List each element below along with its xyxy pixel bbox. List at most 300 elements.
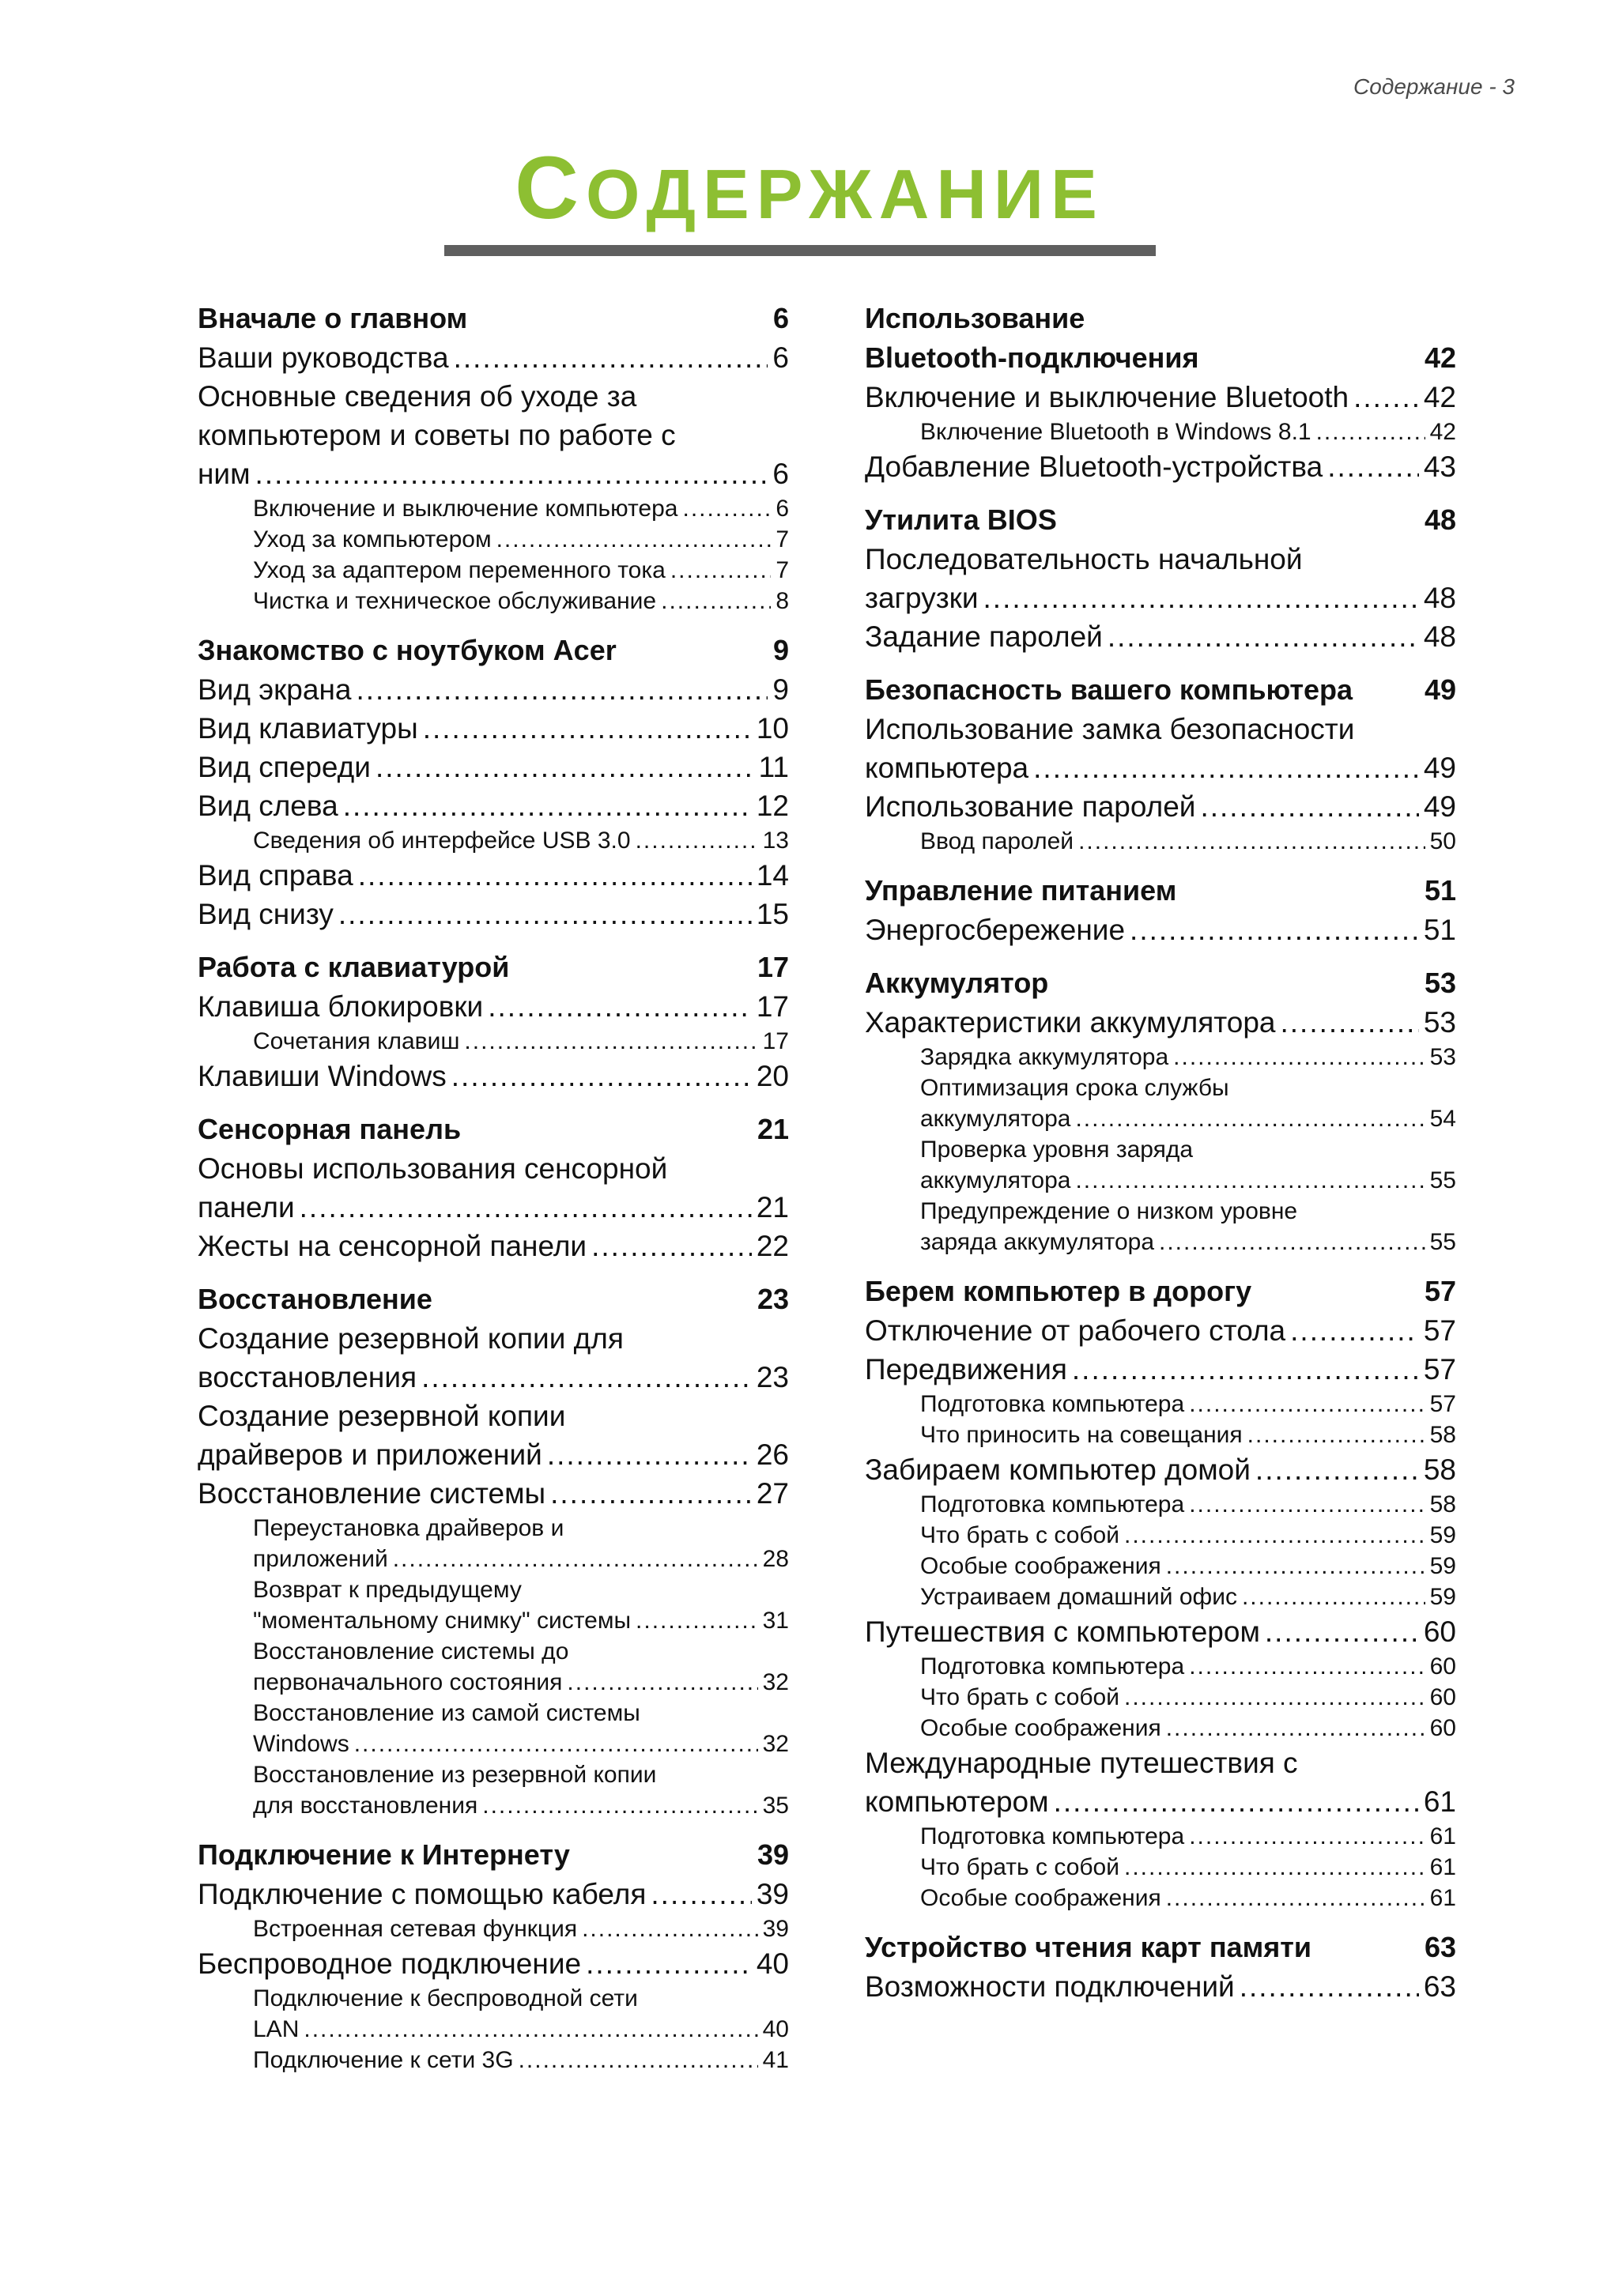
toc-page-number: 49 xyxy=(1424,673,1456,706)
toc-section[interactable] xyxy=(198,1835,789,1875)
toc-entry[interactable] xyxy=(198,338,789,377)
toc-section[interactable] xyxy=(198,299,789,338)
toc-subentry[interactable] xyxy=(198,2045,789,2075)
toc-entry-row xyxy=(920,1682,1456,1713)
toc-section[interactable] xyxy=(865,1272,1456,1311)
toc-entry-row xyxy=(920,1520,1456,1551)
toc-section-row xyxy=(865,1272,1456,1311)
dot-leader xyxy=(1166,1883,1425,1913)
toc-section-row xyxy=(198,631,789,670)
toc-section-title: Вначале о главном xyxy=(198,302,468,334)
dot-leader xyxy=(550,1474,752,1513)
toc-entry[interactable] xyxy=(198,670,789,709)
toc-entry-line: Проверка уровня заряда xyxy=(920,1137,1194,1163)
toc-page-number: 60 xyxy=(1423,1615,1456,1648)
toc-entry-title: Отключение от рабочего стола xyxy=(865,1314,1286,1347)
dot-leader xyxy=(1124,1852,1425,1883)
toc-entry[interactable] xyxy=(865,617,1456,656)
toc-page-number: 12 xyxy=(756,790,789,822)
toc-section-title: Устройство чтения карт памяти xyxy=(865,1931,1311,1963)
toc-page-number: 9 xyxy=(772,634,789,666)
toc-page-number: 17 xyxy=(762,1028,789,1054)
toc-entry-title: Сведения об интерфейсе USB 3.0 xyxy=(253,828,631,854)
toc-entry-row xyxy=(865,910,1456,949)
toc-page-number: 51 xyxy=(1423,914,1456,946)
toc-page-number: 40 xyxy=(756,1947,789,1980)
toc-subentry[interactable] xyxy=(865,1821,1456,1852)
toc-subentry[interactable] xyxy=(865,1073,1456,1134)
toc-entry[interactable] xyxy=(865,447,1456,486)
toc-entry[interactable] xyxy=(865,1350,1456,1389)
toc-entry-row xyxy=(198,1057,789,1095)
dot-leader xyxy=(421,1358,752,1397)
toc-entry-line: Подключение к беспроводной сети xyxy=(253,1985,638,2011)
toc-entry-title: "моментальному снимку" системы xyxy=(253,1608,632,1634)
toc-subentry[interactable] xyxy=(865,1582,1456,1612)
toc-section-title: Знакомство с ноутбуком Acer xyxy=(198,634,617,666)
toc-entry-line: Создание резервной копии xyxy=(198,1400,566,1432)
toc-section[interactable] xyxy=(865,670,1456,710)
toc-entry-line: Последовательность начальной xyxy=(865,543,1303,575)
dot-leader xyxy=(1078,826,1425,857)
toc-subentry[interactable] xyxy=(198,1698,789,1759)
toc-section-row xyxy=(198,1835,789,1875)
toc-page-number: 48 xyxy=(1423,620,1456,653)
toc-entry-title: Использование паролей xyxy=(865,790,1196,823)
toc-section-row xyxy=(198,1280,789,1319)
toc-page-number: 39 xyxy=(757,1838,789,1871)
dot-leader xyxy=(423,709,752,748)
toc-section-line xyxy=(865,299,1456,338)
toc-entry-title: компьютера xyxy=(865,752,1029,784)
toc-entry-title: Вид клавиатуры xyxy=(198,712,418,745)
toc-entry[interactable] xyxy=(198,709,789,748)
toc-subentry[interactable] xyxy=(865,1419,1456,1450)
toc-subentry[interactable] xyxy=(198,1759,789,1821)
toc-entry-row xyxy=(920,1551,1456,1582)
toc-entry-title: Ваши руководства xyxy=(198,341,449,374)
toc-subentry[interactable] xyxy=(865,826,1456,857)
toc-entry-line: Предупреждение о низком уровне xyxy=(920,1198,1298,1224)
toc-entry-title: Клавиши Windows xyxy=(198,1060,447,1092)
toc-entry-title: первоначального состояния xyxy=(253,1669,563,1695)
toc-entry-row xyxy=(198,709,789,748)
toc-page-number: 54 xyxy=(1429,1106,1456,1132)
dot-leader xyxy=(1054,1782,1419,1821)
dot-leader xyxy=(1173,1042,1425,1073)
toc-page-number: 28 xyxy=(762,1546,789,1572)
toc-entry[interactable] xyxy=(198,1149,789,1227)
dot-leader xyxy=(1130,910,1419,949)
toc-entry-title: Подготовка компьютера xyxy=(920,1491,1185,1517)
dot-leader xyxy=(1189,1821,1425,1852)
toc-section-title: Сенсорная панель xyxy=(198,1113,462,1145)
toc-page-number: 23 xyxy=(757,1283,789,1315)
toc-subentry[interactable] xyxy=(198,1636,789,1698)
toc-entry-row xyxy=(198,338,789,377)
toc-entry-row xyxy=(865,1782,1456,1821)
dot-leader xyxy=(482,1790,757,1821)
toc-subentry[interactable] xyxy=(865,1489,1456,1520)
toc-entry-row xyxy=(920,1883,1456,1913)
dot-leader xyxy=(1242,1582,1425,1612)
toc-entry[interactable] xyxy=(198,856,789,895)
dot-leader xyxy=(338,895,752,933)
toc-page-number: 49 xyxy=(1423,790,1456,823)
dot-leader xyxy=(1075,1165,1425,1196)
toc-page-number: 58 xyxy=(1423,1453,1456,1486)
toc-section-title: Утилита BIOS xyxy=(865,503,1057,536)
toc-subentry[interactable] xyxy=(198,825,789,856)
toc-page-number: 51 xyxy=(1424,874,1456,907)
toc-section-title: Работа с клавиатурой xyxy=(198,951,510,983)
toc-entry-title: Забираем компьютер домой xyxy=(865,1453,1251,1486)
toc-entry-title: Особые соображения xyxy=(920,1885,1161,1911)
toc-entry-title: Включение Bluetooth в Windows 8.1 xyxy=(920,419,1311,445)
toc-entry-row xyxy=(198,670,789,709)
toc-entry-line: Переустановка драйверов и xyxy=(253,1515,564,1541)
toc-entry-row xyxy=(198,786,789,825)
dot-leader xyxy=(488,987,752,1026)
toc-entry[interactable] xyxy=(198,1319,789,1397)
toc-page-number: 48 xyxy=(1424,503,1456,536)
toc-entry[interactable] xyxy=(865,910,1456,949)
toc-entry[interactable] xyxy=(865,1967,1456,2006)
toc-subentry[interactable] xyxy=(198,1513,789,1574)
dot-leader xyxy=(454,338,768,377)
toc-subentry[interactable] xyxy=(865,1196,1456,1257)
toc-entry-row xyxy=(865,617,1456,656)
toc-entry-row xyxy=(920,1165,1456,1196)
dot-leader xyxy=(343,786,752,825)
toc-entry[interactable] xyxy=(198,1474,789,1513)
toc-subentry[interactable] xyxy=(198,1574,789,1636)
toc-entry-title: Windows xyxy=(253,1731,349,1757)
toc-subentry[interactable] xyxy=(198,1026,789,1057)
toc-entry-title: Возможности подключений xyxy=(865,1970,1235,2003)
toc-subentry[interactable] xyxy=(865,1389,1456,1419)
toc-subentry[interactable] xyxy=(198,586,789,616)
toc-entry-title: Передвижения xyxy=(865,1353,1067,1386)
dot-leader xyxy=(1189,1489,1425,1520)
toc-entry[interactable] xyxy=(198,748,789,786)
toc-entry-row xyxy=(865,1350,1456,1389)
toc-entry-row xyxy=(198,1875,789,1913)
dot-leader xyxy=(651,1875,751,1913)
toc-entry-row xyxy=(253,1544,789,1574)
toc-entry-row xyxy=(920,1713,1456,1744)
toc-entry-row xyxy=(198,856,789,895)
toc-subentry[interactable] xyxy=(198,555,789,586)
toc-page-number: 59 xyxy=(1429,1553,1456,1579)
toc-entry-row xyxy=(865,1311,1456,1350)
toc-entry-title: Особые соображения xyxy=(920,1715,1161,1741)
toc-entry-title: Что приносить на совещания xyxy=(920,1422,1243,1448)
toc-page-number: 23 xyxy=(756,1361,789,1393)
toc-section[interactable] xyxy=(198,948,789,987)
toc-page-number: 39 xyxy=(762,1916,789,1942)
toc-entry[interactable] xyxy=(865,378,1456,417)
toc-page-number: 59 xyxy=(1429,1584,1456,1610)
toc-entry-title: драйверов и приложений xyxy=(198,1438,542,1471)
toc-entry[interactable] xyxy=(198,786,789,825)
toc-entry-title: заряда аккумулятора xyxy=(920,1229,1155,1255)
toc-entry[interactable] xyxy=(865,540,1456,617)
dot-leader xyxy=(1327,447,1419,486)
toc-entry[interactable] xyxy=(198,377,789,493)
toc-entry-title: Подготовка компьютера xyxy=(920,1653,1185,1680)
toc-page-number: 7 xyxy=(776,557,789,583)
dot-leader xyxy=(1265,1612,1419,1651)
toc-column-left xyxy=(198,299,789,2075)
toc-section-row xyxy=(198,299,789,338)
toc-entry-title: Подключение к сети 3G xyxy=(253,2047,514,2073)
toc-section-title: Использование xyxy=(865,302,1085,334)
toc-entry[interactable] xyxy=(198,987,789,1026)
toc-entry[interactable] xyxy=(865,1311,1456,1350)
toc-subentry[interactable] xyxy=(198,1983,789,2045)
toc-page-number: 20 xyxy=(756,1060,789,1092)
toc-page-number: 27 xyxy=(756,1477,789,1510)
dot-leader xyxy=(1353,378,1419,417)
toc-entry-line: Создание резервной копии для xyxy=(198,1322,624,1355)
toc-entry-row xyxy=(253,1026,789,1057)
dot-leader xyxy=(670,555,771,586)
toc-page-number: 49 xyxy=(1423,752,1456,784)
toc-entry-title: Характеристики аккумулятора xyxy=(865,1006,1276,1039)
toc-entry-row xyxy=(920,1042,1456,1073)
toc-entry-title: Клавиша блокировки xyxy=(198,990,484,1023)
toc-entry-title: Включение и выключение Bluetooth xyxy=(865,381,1349,413)
toc-entry[interactable] xyxy=(865,1450,1456,1489)
toc-entry-row xyxy=(198,1474,789,1513)
dot-leader xyxy=(582,1913,758,1944)
toc-subentry[interactable] xyxy=(865,1651,1456,1682)
toc-subentry[interactable] xyxy=(865,1042,1456,1073)
toc-page-number: 41 xyxy=(762,2047,789,2073)
toc-entry-title: Вид справа xyxy=(198,859,353,892)
toc-entry-row xyxy=(920,1227,1456,1257)
toc-page-number: 42 xyxy=(1429,419,1456,445)
toc-entry-title: Ввод паролей xyxy=(920,828,1074,854)
toc-subentry[interactable] xyxy=(198,1913,789,1944)
dot-leader xyxy=(354,1729,758,1759)
toc-section[interactable] xyxy=(865,871,1456,910)
toc-entry[interactable] xyxy=(198,1944,789,1983)
dot-leader xyxy=(1108,617,1419,656)
toc-subentry[interactable] xyxy=(865,1883,1456,1913)
dot-leader xyxy=(1290,1311,1419,1350)
toc-subentry[interactable] xyxy=(865,1682,1456,1713)
toc-section[interactable] xyxy=(198,631,789,670)
dot-leader xyxy=(983,579,1419,617)
toc-subentry[interactable] xyxy=(865,1520,1456,1551)
toc-page-number: 31 xyxy=(762,1608,789,1634)
dot-leader xyxy=(356,670,768,709)
toc-entry-row xyxy=(253,2014,789,2045)
toc-entry-title: восстановления xyxy=(198,1361,417,1393)
toc-subentry[interactable] xyxy=(198,493,789,524)
toc-page-number: 60 xyxy=(1429,1684,1456,1710)
toc-subentry[interactable] xyxy=(865,1852,1456,1883)
toc-entry-row xyxy=(198,1944,789,1983)
dot-leader xyxy=(1240,1967,1419,2006)
toc-entry[interactable] xyxy=(198,1875,789,1913)
toc-entry-row xyxy=(198,895,789,933)
dot-leader xyxy=(636,1605,758,1636)
toc-section-row xyxy=(198,1110,789,1149)
toc-page-number: 22 xyxy=(756,1230,789,1262)
toc-entry-line: Восстановление из резервной копии xyxy=(253,1762,657,1788)
toc-page-number: 60 xyxy=(1429,1715,1456,1741)
toc-entry-row xyxy=(920,1821,1456,1852)
toc-entry[interactable] xyxy=(865,710,1456,787)
page-title-rest: ОДЕРЖАНИЕ xyxy=(586,155,1104,233)
dot-leader xyxy=(1255,1450,1419,1489)
toc-entry-row xyxy=(253,1913,789,1944)
dot-leader xyxy=(300,1188,752,1227)
toc-entry-row xyxy=(920,1852,1456,1883)
toc-entry-row xyxy=(253,1667,789,1698)
toc-entry[interactable] xyxy=(198,895,789,933)
toc-entry-title: Вид спереди xyxy=(198,751,371,783)
toc-subentry[interactable] xyxy=(865,1134,1456,1196)
toc-page-number: 43 xyxy=(1423,451,1456,483)
toc-entry[interactable] xyxy=(198,1057,789,1095)
toc-entry[interactable] xyxy=(198,1227,789,1265)
toc-page-number: 26 xyxy=(756,1438,789,1471)
dot-leader xyxy=(1166,1551,1425,1582)
toc-entry-title: Подготовка компьютера xyxy=(920,1823,1185,1849)
toc-section-title: Берем компьютер в дорогу xyxy=(865,1275,1252,1307)
toc-page-number: 50 xyxy=(1429,828,1456,854)
toc-page-number: 6 xyxy=(772,458,789,490)
dot-leader xyxy=(304,2014,757,2045)
toc-entry-row xyxy=(253,1790,789,1821)
toc-entry-row xyxy=(920,417,1456,447)
toc-entry-row xyxy=(198,1435,789,1474)
toc-entry-row xyxy=(198,454,789,493)
toc-entry-line: Восстановление системы до xyxy=(253,1638,569,1665)
toc-entry-title: Что брать с собой xyxy=(920,1684,1119,1710)
toc-page-number: 42 xyxy=(1424,341,1456,374)
toc-entry-row xyxy=(865,378,1456,417)
toc-entry-title: Особые соображения xyxy=(920,1553,1161,1579)
toc-entry-row xyxy=(920,826,1456,857)
dot-leader xyxy=(636,825,758,856)
dot-leader xyxy=(586,1944,752,1983)
toc-section-title: Bluetooth-подключения xyxy=(865,341,1199,374)
toc-entry-title: аккумулятора xyxy=(920,1167,1071,1193)
toc-page-number: 13 xyxy=(762,828,789,854)
toc-page-number: 61 xyxy=(1429,1823,1456,1849)
dot-leader xyxy=(376,748,754,786)
toc-subentry[interactable] xyxy=(865,1713,1456,1744)
toc-section[interactable] xyxy=(865,1928,1456,1967)
toc-section[interactable] xyxy=(198,1110,789,1149)
toc-page-number: 60 xyxy=(1429,1653,1456,1680)
dot-leader xyxy=(1189,1389,1425,1419)
toc-page-number: 53 xyxy=(1423,1006,1456,1039)
toc-entry-title: компьютером xyxy=(865,1785,1049,1818)
toc-subentry[interactable] xyxy=(198,524,789,555)
toc-entry-row xyxy=(253,524,789,555)
toc-subentry[interactable] xyxy=(865,1551,1456,1582)
toc-entry-line: Международные путешествия с xyxy=(865,1747,1298,1779)
toc-entry-title: Вид слева xyxy=(198,790,338,822)
toc-page-number: 63 xyxy=(1423,1970,1456,2003)
dot-leader xyxy=(1166,1713,1425,1744)
toc-entry-row xyxy=(865,447,1456,486)
toc-entry-row xyxy=(198,1358,789,1397)
toc-entry-row xyxy=(920,1582,1456,1612)
toc-entry-row xyxy=(920,1103,1456,1134)
toc-entry-title: Включение и выключение компьютера xyxy=(253,496,678,522)
toc-entry-row xyxy=(198,748,789,786)
toc-page-number: 58 xyxy=(1429,1422,1456,1448)
toc-subentry[interactable] xyxy=(865,417,1456,447)
toc-entry-title: Путешествия с компьютером xyxy=(865,1615,1260,1648)
toc-page-number: 57 xyxy=(1424,1275,1456,1307)
toc-page-number: 6 xyxy=(772,341,789,374)
toc-entry-row xyxy=(253,586,789,616)
toc-section[interactable] xyxy=(865,963,1456,1003)
toc-section[interactable] xyxy=(198,1280,789,1319)
toc-section-row xyxy=(865,670,1456,710)
toc-entry-title: ним xyxy=(198,458,251,490)
dot-leader xyxy=(1033,748,1419,787)
toc-entry-row xyxy=(865,1003,1456,1042)
dot-leader xyxy=(1281,1003,1419,1042)
toc-section-title: Управление питанием xyxy=(865,874,1177,907)
toc-entry[interactable] xyxy=(865,1612,1456,1651)
toc-section-row xyxy=(865,338,1456,378)
toc-entry-line: компьютером и советы по работе с xyxy=(198,419,676,451)
toc-entry-title: Сочетания клавиш xyxy=(253,1028,460,1054)
toc-entry-row xyxy=(253,1729,789,1759)
toc-entry[interactable] xyxy=(865,1003,1456,1042)
toc-entry-row xyxy=(920,1419,1456,1450)
toc-page-number: 35 xyxy=(762,1793,789,1819)
toc-page-number: 55 xyxy=(1429,1229,1456,1255)
toc-section-row xyxy=(865,871,1456,910)
page-title-initial: С xyxy=(515,138,587,237)
toc-entry-row xyxy=(198,1188,789,1227)
title-underline xyxy=(444,245,1156,256)
toc-section[interactable] xyxy=(865,500,1456,540)
toc-entry-row xyxy=(865,748,1456,787)
toc-entry-row xyxy=(198,1227,789,1265)
toc-entry-row xyxy=(253,1605,789,1636)
toc-entry-row xyxy=(253,2045,789,2075)
toc-section-title: Безопасность вашего компьютера xyxy=(865,673,1353,706)
toc-entry[interactable] xyxy=(198,1397,789,1474)
toc-page-number: 8 xyxy=(776,588,789,614)
toc-page-number: 17 xyxy=(757,951,789,983)
dot-leader xyxy=(496,524,772,555)
toc-entry[interactable] xyxy=(865,1744,1456,1821)
dot-leader xyxy=(661,586,771,616)
toc-section[interactable] xyxy=(865,299,1456,378)
toc-entry-title: для восстановления xyxy=(253,1793,478,1819)
dot-leader xyxy=(1189,1651,1425,1682)
toc-entry-row xyxy=(920,1489,1456,1520)
dot-leader xyxy=(393,1544,758,1574)
toc-entry-title: приложений xyxy=(253,1546,388,1572)
toc-entry[interactable] xyxy=(865,787,1456,826)
toc-page-number: 57 xyxy=(1429,1391,1456,1417)
toc-page-number: 15 xyxy=(756,898,789,930)
